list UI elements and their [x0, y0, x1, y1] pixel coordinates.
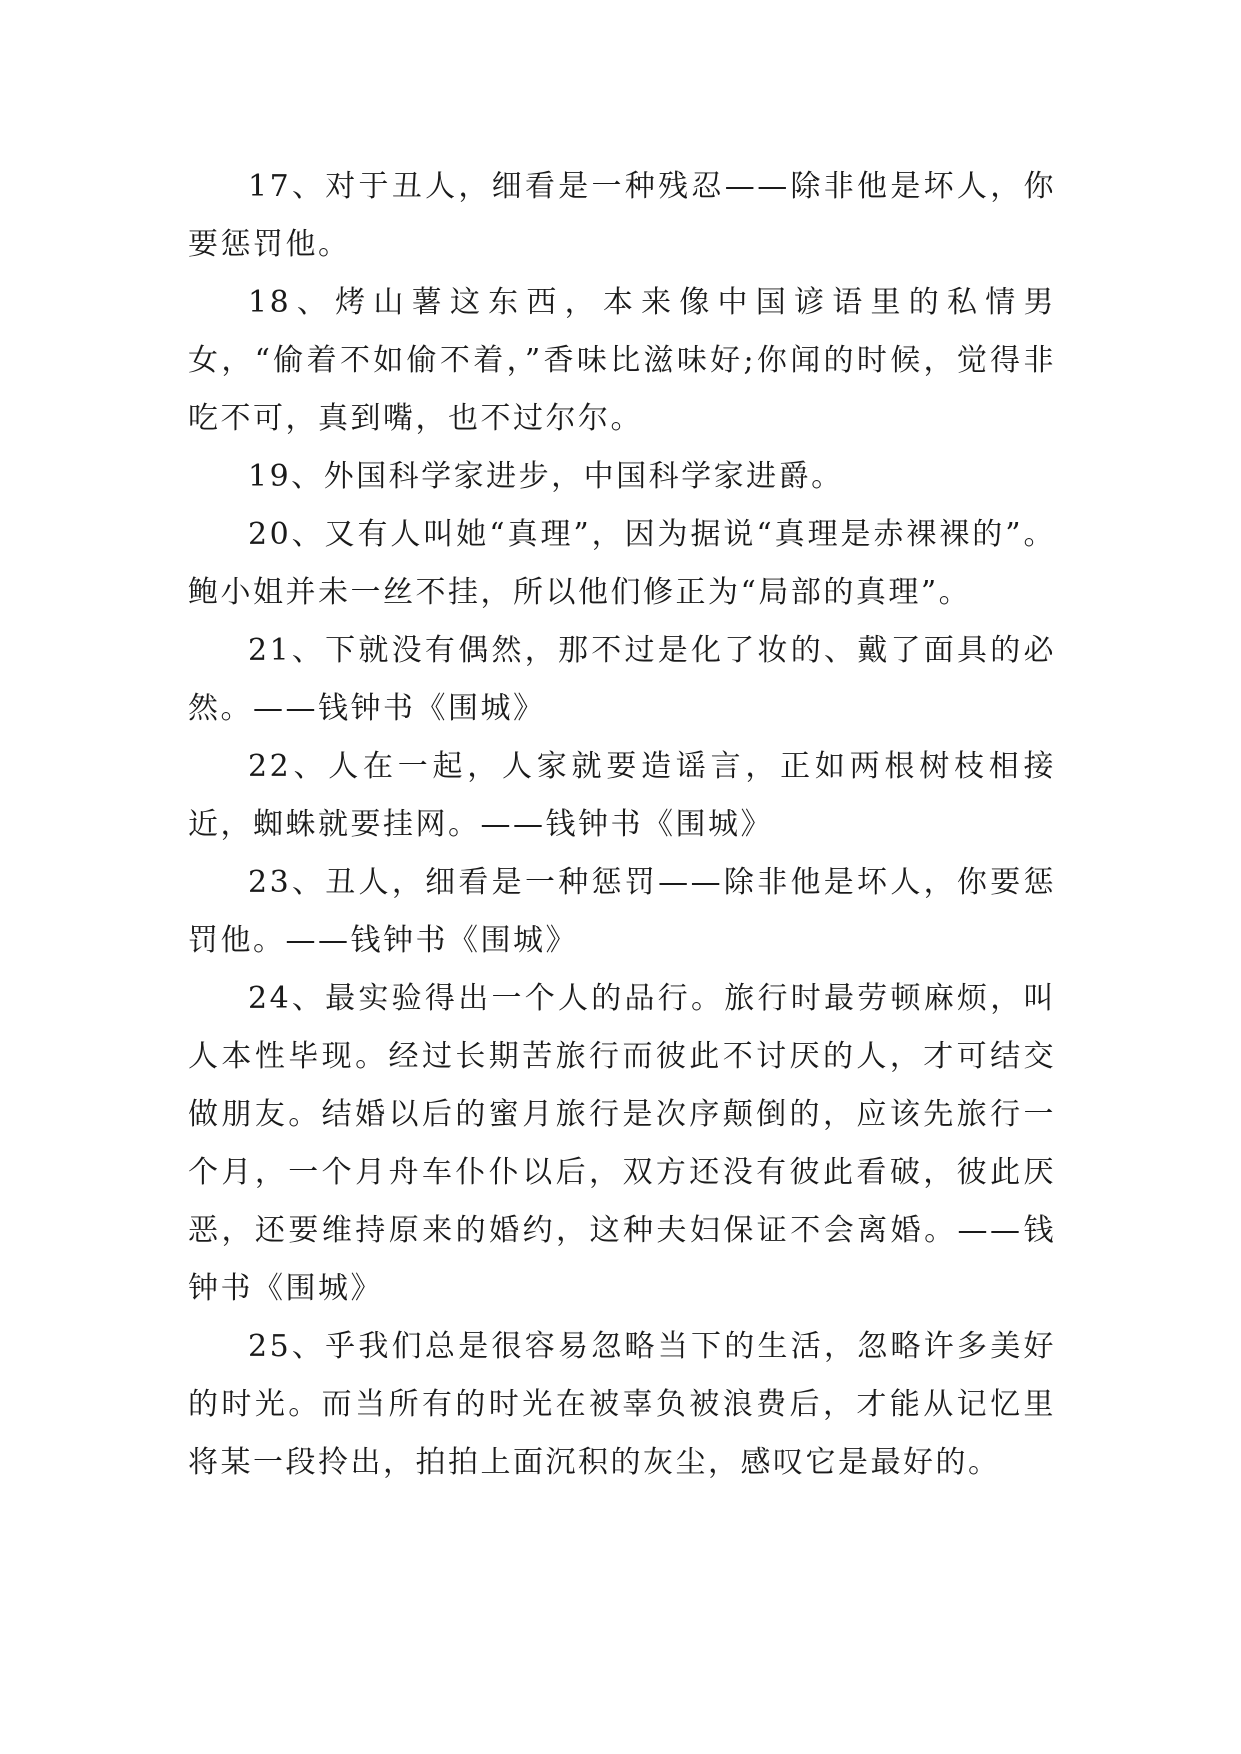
document-body [188, 158, 1056, 1492]
quote-paragraph-24: 24、最实验得出一个人的品行。旅行时最劳顿麻烦，叫人本性毕现。经过长期苦旅行而彼此不讨厌的人，才可结交做朋友。结婚以后的蜜月旅行是次序颠倒的，应该先旅行一个月，一个月舟车仆仆以后，双方还没有彼此看破，彼此厌恶，还要维持原来的婚约，这种夫妇保证不会离婚。——钱钟书《围城》 [188, 981, 1056, 1306]
quote-paragraph-18: 18、烤山薯这东西，本来像中国谚语里的私情男女，“偷着不如偷不着，”香味比滋味好;你闻的时候，觉得非吃不可，真到嘴，也不过尔尔。 [188, 285, 1056, 436]
quote-paragraph-20: 20、又有人叫她“真理”，因为据说“真理是赤裸裸的”。鲍小姐并未一丝不挂，所以他们修正为“局部的真理”。 [188, 517, 1056, 610]
quote-paragraph-19: 19、外国科学家进步，中国科学家进爵。 [248, 459, 844, 494]
quote-paragraph-22: 22、人在一起，人家就要造谣言，正如两根树枝相接近，蜘蛛就要挂网。——钱钟书《围城》 [188, 749, 1056, 842]
quote-paragraph-23: 23、丑人，细看是一种惩罚——除非他是坏人，你要惩罚他。——钱钟书《围城》 [188, 865, 1056, 958]
quote-paragraph-21: 21、下就没有偶然，那不过是化了妆的、戴了面具的必然。——钱钟书《围城》 [188, 633, 1056, 726]
quote-paragraph-25: 25、乎我们总是很容易忽略当下的生活，忽略许多美好的时光。而当所有的时光在被辜负被浪费后，才能从记忆里将某一段拎出，拍拍上面沉积的灰尘，感叹它是最好的。 [188, 1329, 1056, 1480]
quote-paragraph-17: 17、对于丑人，细看是一种残忍——除非他是坏人，你要惩罚他。 [188, 169, 1056, 262]
